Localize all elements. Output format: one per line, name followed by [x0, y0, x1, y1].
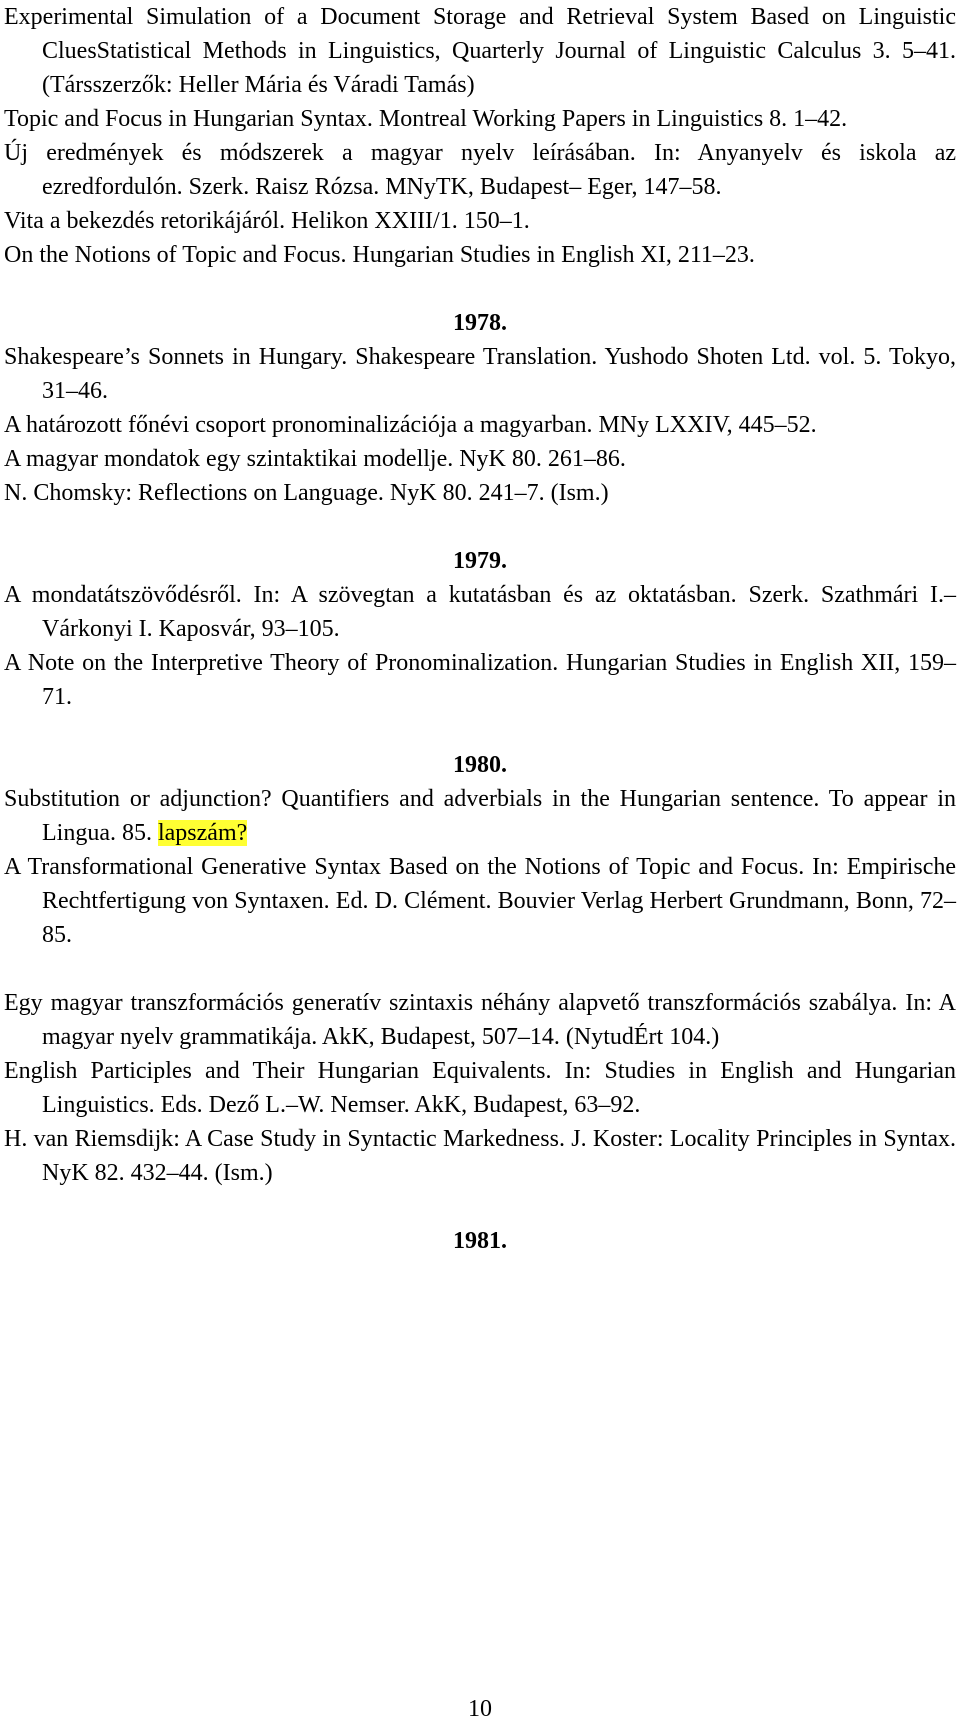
- bib-entry: Shakespeare’s Sonnets in Hungary. Shakespeare Translation. Yushodo Shoten Ltd. vol. 5. Tokyo, 31–46.: [4, 344, 956, 404]
- year-heading-1981: 1981.: [453, 1228, 507, 1254]
- bib-entry-text: Substitution or adjunction? Quantifiers and adverbials in the Hungarian sentence. To appear in Lingua. 85.: [4, 786, 956, 846]
- bibliography: [4, 0, 956, 1258]
- bib-entry: N. Chomsky: Reflections on Language. NyK 80. 241–7. (Ism.): [4, 480, 609, 506]
- page-number: 10: [468, 1696, 492, 1722]
- bib-entry: A mondatátszövődésről. In: A szövegtan a kutatásban és az oktatásban. Szerk. Szathmári I.–Várkonyi I. Kaposvár, 93–105.: [4, 582, 956, 642]
- bib-entry: Topic and Focus in Hungarian Syntax. Montreal Working Papers in Linguistics 8. 1–42.: [4, 106, 848, 132]
- bib-entry: A Note on the Interpretive Theory of Pronominalization. Hungarian Studies in English XII, 159–71.: [4, 650, 956, 710]
- bib-entry: A magyar mondatok egy szintaktikai modellje. NyK 80. 261–86.: [4, 446, 626, 472]
- year-heading-1978: 1978.: [453, 310, 507, 336]
- bib-entry: On the Notions of Topic and Focus. Hungarian Studies in English XI, 211–23.: [4, 242, 755, 268]
- bib-entry: English Participles and Their Hungarian Equivalents. In: Studies in English and Hungarian Linguistics. Eds. Dező L.–W. Nemser. AkK, Budapest, 63–92.: [4, 1058, 956, 1118]
- year-heading-1980: 1980.: [453, 752, 507, 778]
- bib-entry-highlighted: [4, 782, 956, 850]
- bib-entry: A Transformational Generative Syntax Based on the Notions of Topic and Focus. In: Empirische Rechtfertigung von Syntaxen. Ed. D. Clément. Bouvier Verlag Herbert Grundmann, Bonn, 72–85.: [4, 854, 956, 948]
- bib-entry: Új eredmények és módszerek a magyar nyelv leírásában. In: Anyanyelv és iskola az ezredfordulón. Szerk. Raisz Rózsa. MNyTK, Budapest– Eger, 147–58.: [4, 140, 956, 200]
- year-heading-1979: 1979.: [453, 548, 507, 574]
- bib-entry: Experimental Simulation of a Document Storage and Retrieval System Based on Linguistic CluesStatistical Methods in Linguistics, Quarterly Journal of Linguistic Calculus 3. 5–41. (Társszerzők: Heller Mária és Váradi Tamás): [4, 4, 956, 98]
- bib-entry: Egy magyar transzformációs generatív szintaxis néhány alapvető transzformációs szabálya. In: A magyar nyelv grammatikája. AkK, Budapest, 507–14. (NytudÉrt 104.): [4, 990, 956, 1050]
- bib-entry: A határozott főnévi csoport pronominalizációja a magyarban. MNy LXXIV, 445–52.: [4, 412, 817, 438]
- bib-entry: Vita a bekezdés retorikájáról. Helikon XXIII/1. 150–1.: [4, 208, 530, 234]
- highlighted-note: lapszám?: [157, 820, 248, 846]
- bib-entry: H. van Riemsdijk: A Case Study in Syntactic Markedness. J. Koster: Locality Principles in Syntax. NyK 82. 432–44. (Ism.): [4, 1126, 956, 1186]
